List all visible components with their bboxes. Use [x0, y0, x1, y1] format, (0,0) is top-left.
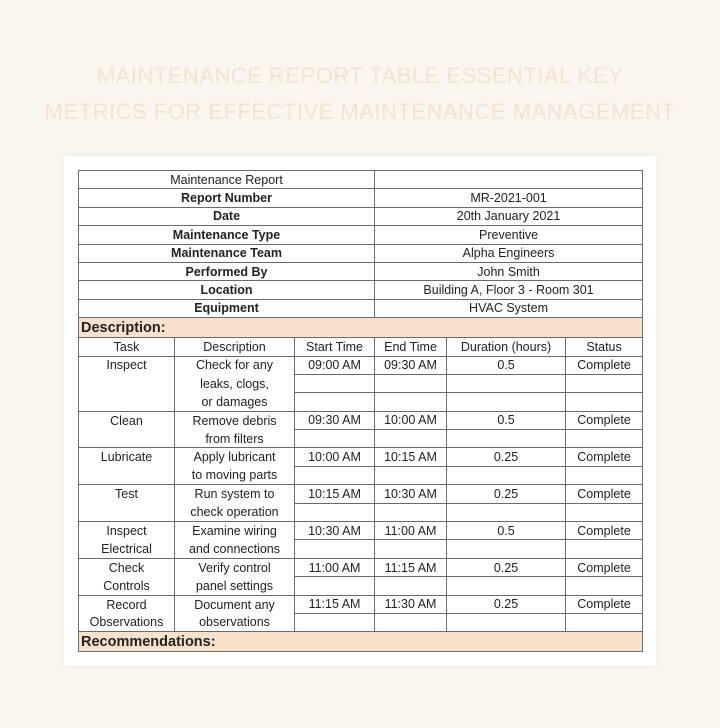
status-cell	[566, 613, 643, 631]
report-heading-value-blank	[375, 171, 643, 189]
status-cell: Complete	[566, 558, 643, 576]
task-row	[79, 430, 643, 448]
start-time-cell	[295, 393, 375, 411]
task-cell: Lubricate	[79, 448, 175, 466]
description-title: Description:	[79, 318, 643, 338]
start-time-cell: 11:15 AM	[295, 595, 375, 613]
report-field-row	[79, 281, 643, 299]
column-header: Duration (hours)	[447, 338, 566, 356]
duration-cell	[447, 393, 566, 411]
start-time-cell: 09:30 AM	[295, 411, 375, 429]
task-cell	[79, 374, 175, 392]
report-heading-row	[79, 171, 643, 189]
task-cell	[79, 503, 175, 521]
status-cell: Complete	[566, 356, 643, 374]
duration-cell	[447, 430, 566, 448]
duration-cell: 0.25	[447, 558, 566, 576]
description-cell: Remove debris	[175, 411, 295, 429]
end-time-cell	[375, 466, 447, 484]
task-cell: Electrical	[79, 540, 175, 558]
end-time-cell: 11:30 AM	[375, 595, 447, 613]
report-field-row	[79, 244, 643, 262]
start-time-cell	[295, 577, 375, 595]
task-row	[79, 522, 643, 540]
end-time-cell: 10:15 AM	[375, 448, 447, 466]
description-cell: Run system to	[175, 485, 295, 503]
task-row	[79, 393, 643, 411]
banner-line-2: METRICS FOR EFFECTIVE MAINTENANCE MANAGEMENT	[44, 99, 676, 124]
start-time-cell	[295, 503, 375, 521]
start-time-cell	[295, 374, 375, 392]
field-value: Alpha Engineers	[375, 244, 643, 262]
field-value: 20th January 2021	[375, 207, 643, 225]
report-field-row	[79, 207, 643, 225]
duration-cell	[447, 613, 566, 631]
status-cell: Complete	[566, 522, 643, 540]
maintenance-report-table	[78, 170, 643, 652]
description-cell: Document any	[175, 595, 295, 613]
field-label: Location	[79, 281, 375, 299]
field-value: MR-2021-001	[375, 189, 643, 207]
end-time-cell: 10:00 AM	[375, 411, 447, 429]
status-cell: Complete	[566, 595, 643, 613]
task-cell: Inspect	[79, 522, 175, 540]
end-time-cell: 10:30 AM	[375, 485, 447, 503]
start-time-cell: 10:30 AM	[295, 522, 375, 540]
description-cell: Examine wiring	[175, 522, 295, 540]
task-row	[79, 577, 643, 595]
task-row	[79, 374, 643, 392]
field-value: John Smith	[375, 262, 643, 280]
status-cell	[566, 430, 643, 448]
end-time-cell	[375, 540, 447, 558]
column-header: Start Time	[295, 338, 375, 356]
field-label: Date	[79, 207, 375, 225]
column-header: End Time	[375, 338, 447, 356]
task-cell: Clean	[79, 411, 175, 429]
field-label: Equipment	[79, 299, 375, 317]
duration-cell	[447, 503, 566, 521]
report-heading: Maintenance Report	[79, 171, 375, 189]
task-cell	[79, 466, 175, 484]
description-header-row	[79, 338, 643, 356]
description-cell: observations	[175, 613, 295, 631]
task-row	[79, 595, 643, 613]
description-cell: check operation	[175, 503, 295, 521]
end-time-cell	[375, 613, 447, 631]
task-row	[79, 613, 643, 631]
start-time-cell: 09:00 AM	[295, 356, 375, 374]
report-field-row	[79, 226, 643, 244]
column-header: Task	[79, 338, 175, 356]
report-field-row	[79, 299, 643, 317]
end-time-cell	[375, 503, 447, 521]
end-time-cell: 11:15 AM	[375, 558, 447, 576]
end-time-cell: 11:00 AM	[375, 522, 447, 540]
field-label: Maintenance Team	[79, 244, 375, 262]
task-cell: Check	[79, 558, 175, 576]
recommendations-section-row	[79, 632, 643, 652]
start-time-cell	[295, 466, 375, 484]
description-cell: and connections	[175, 540, 295, 558]
duration-cell	[447, 466, 566, 484]
task-row	[79, 448, 643, 466]
report-field-row	[79, 262, 643, 280]
task-cell: Record	[79, 595, 175, 613]
description-cell: panel settings	[175, 577, 295, 595]
status-cell	[566, 540, 643, 558]
end-time-cell	[375, 430, 447, 448]
status-cell: Complete	[566, 411, 643, 429]
end-time-cell: 09:30 AM	[375, 356, 447, 374]
status-cell: Complete	[566, 485, 643, 503]
status-cell: Complete	[566, 448, 643, 466]
start-time-cell: 10:00 AM	[295, 448, 375, 466]
start-time-cell: 10:15 AM	[295, 485, 375, 503]
report-sheet	[64, 156, 656, 666]
description-cell: Verify control	[175, 558, 295, 576]
task-cell: Test	[79, 485, 175, 503]
field-label: Maintenance Type	[79, 226, 375, 244]
task-row	[79, 356, 643, 374]
status-cell	[566, 466, 643, 484]
end-time-cell	[375, 374, 447, 392]
column-header: Description	[175, 338, 295, 356]
status-cell	[566, 393, 643, 411]
field-label: Performed By	[79, 262, 375, 280]
task-cell: Controls	[79, 577, 175, 595]
duration-cell: 0.5	[447, 411, 566, 429]
duration-cell	[447, 577, 566, 595]
start-time-cell: 11:00 AM	[295, 558, 375, 576]
description-cell: from filters	[175, 430, 295, 448]
task-cell	[79, 393, 175, 411]
task-row	[79, 485, 643, 503]
start-time-cell	[295, 430, 375, 448]
task-row	[79, 558, 643, 576]
duration-cell	[447, 540, 566, 558]
field-value: Building A, Floor 3 - Room 301	[375, 281, 643, 299]
duration-cell: 0.25	[447, 448, 566, 466]
task-row	[79, 540, 643, 558]
page-banner	[0, 58, 720, 130]
status-cell	[566, 577, 643, 595]
task-row	[79, 466, 643, 484]
task-cell: Inspect	[79, 356, 175, 374]
duration-cell	[447, 374, 566, 392]
task-row	[79, 503, 643, 521]
task-cell	[79, 430, 175, 448]
report-field-row	[79, 189, 643, 207]
description-cell: or damages	[175, 393, 295, 411]
duration-cell: 0.25	[447, 485, 566, 503]
description-cell: to moving parts	[175, 466, 295, 484]
duration-cell: 0.25	[447, 595, 566, 613]
duration-cell: 0.5	[447, 356, 566, 374]
status-cell	[566, 374, 643, 392]
description-section-row	[79, 318, 643, 338]
description-cell: leaks, clogs,	[175, 374, 295, 392]
column-header: Status	[566, 338, 643, 356]
field-value: HVAC System	[375, 299, 643, 317]
duration-cell: 0.5	[447, 522, 566, 540]
report-body	[79, 171, 643, 652]
status-cell	[566, 503, 643, 521]
end-time-cell	[375, 577, 447, 595]
description-cell: Apply lubricant	[175, 448, 295, 466]
recommendations-title: Recommendations:	[79, 632, 643, 652]
field-label: Report Number	[79, 189, 375, 207]
start-time-cell	[295, 613, 375, 631]
description-cell: Check for any	[175, 356, 295, 374]
task-cell: Observations	[79, 613, 175, 631]
field-value: Preventive	[375, 226, 643, 244]
end-time-cell	[375, 393, 447, 411]
start-time-cell	[295, 540, 375, 558]
banner-line-1: MAINTENANCE REPORT TABLE ESSENTIAL KEY	[96, 63, 624, 88]
task-row	[79, 411, 643, 429]
